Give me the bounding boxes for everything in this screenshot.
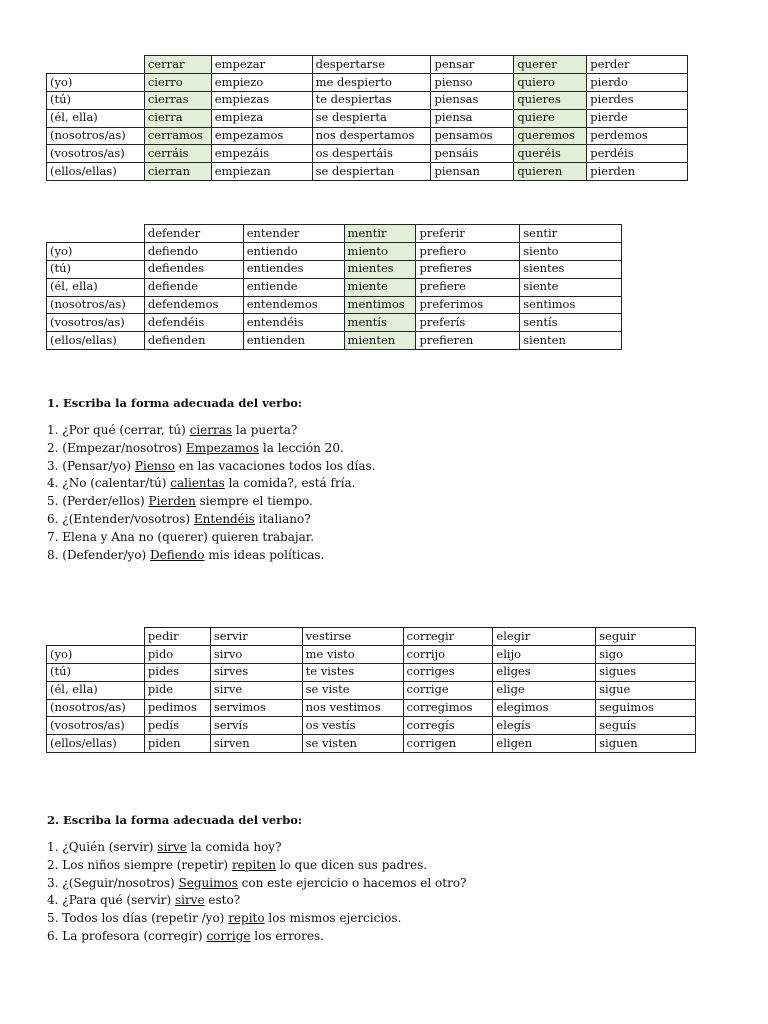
- item-prompt: 1. ¿Quién (servir): [47, 840, 158, 854]
- conjugation-cell: entiendo: [243, 242, 344, 260]
- item-answer: repiten: [231, 857, 276, 872]
- conjugation-cell: sigo: [596, 645, 696, 663]
- pronoun-label: (yo): [47, 645, 145, 663]
- exercise-item: [47, 875, 467, 893]
- item-answer: Pierden: [148, 494, 196, 509]
- conjugation-cell: quiere: [514, 109, 587, 127]
- conjugation-row: [47, 332, 622, 350]
- verb-header: seguir: [596, 628, 696, 646]
- exercise-item: [47, 493, 375, 511]
- conjugation-cell: se despierta: [312, 109, 431, 127]
- conjugation-cell: sientes: [520, 260, 622, 278]
- conjugation-cell: corrijo: [403, 645, 493, 663]
- conjugation-cell: elegís: [493, 717, 596, 735]
- pronoun-label: (él, ella): [47, 681, 145, 699]
- conjugation-cell: sentís: [520, 314, 622, 332]
- conjugation-cell: sentimos: [520, 296, 622, 314]
- item-rest: los errores.: [250, 928, 324, 943]
- conjugation-cell: piensas: [431, 91, 514, 109]
- conjugation-cell: siguen: [596, 735, 696, 753]
- conjugation-cell: eligen: [493, 735, 596, 753]
- verb-header: pedir: [144, 628, 210, 646]
- conjugation-cell: se viste: [302, 681, 403, 699]
- verb-header: pensar: [431, 56, 514, 74]
- conjugation-cell: cierra: [144, 109, 211, 127]
- item-rest: los mismos ejercicios.: [264, 911, 402, 926]
- conjugation-cell: se despiertan: [312, 163, 431, 181]
- conjugation-table-1: [46, 55, 688, 181]
- conjugation-cell: me visto: [302, 645, 403, 663]
- item-rest: la lección 20.: [259, 440, 344, 455]
- conjugation-cell: cierran: [144, 163, 211, 181]
- verb-header: vestirse: [302, 628, 403, 646]
- pronoun-label: (yo): [47, 73, 145, 91]
- conjugation-cell: perdemos: [587, 127, 688, 145]
- conjugation-cell: pides: [144, 663, 210, 681]
- exercise-item: [47, 511, 375, 529]
- item-rest: lo que dicen sus padres.: [275, 857, 428, 872]
- verb-header: corregir: [403, 628, 493, 646]
- conjugation-cell: piensa: [431, 109, 514, 127]
- conjugation-cell: corriges: [403, 663, 493, 681]
- verb-header: preferir: [416, 225, 520, 243]
- conjugation-row: [47, 109, 688, 127]
- conjugation-row: [47, 91, 688, 109]
- conjugation-cell: defendemos: [144, 296, 243, 314]
- exercise-2: [47, 813, 467, 946]
- conjugation-cell: pide: [144, 681, 210, 699]
- conjugation-cell: perdéis: [587, 145, 688, 163]
- verb-header: cerrar: [144, 56, 211, 74]
- conjugation-cell: pierde: [587, 109, 688, 127]
- conjugation-cell: cerráis: [144, 145, 211, 163]
- item-rest: la puerta?: [232, 423, 298, 437]
- conjugation-cell: empiezan: [211, 163, 312, 181]
- conjugation-row: [47, 260, 622, 278]
- conjugation-cell: sienten: [520, 332, 622, 350]
- conjugation-cell: pierden: [587, 163, 688, 181]
- pronoun-label: (tú): [47, 91, 145, 109]
- conjugation-cell: defiende: [144, 278, 243, 296]
- item-rest: italiano?: [254, 511, 311, 526]
- exercise-item: [47, 839, 467, 857]
- corner-cell: [47, 56, 145, 74]
- conjugation-cell: corrige: [403, 681, 493, 699]
- conjugation-cell: preferís: [416, 314, 520, 332]
- conjugation-cell: sirves: [210, 663, 302, 681]
- exercise-item: [47, 458, 375, 476]
- conjugation-cell: siente: [520, 278, 622, 296]
- corner-cell: [47, 225, 145, 243]
- item-prompt: 4. ¿Para qué (servir): [47, 893, 175, 908]
- conjugation-cell: corregís: [403, 717, 493, 735]
- exercise-1: [47, 396, 375, 564]
- conjugation-cell: empiezas: [211, 91, 312, 109]
- conjugation-cell: mienten: [344, 332, 416, 350]
- conjugation-cell: pierdes: [587, 91, 688, 109]
- item-answer: sirve: [157, 840, 187, 854]
- verb-header: defender: [144, 225, 243, 243]
- conjugation-cell: servimos: [210, 699, 302, 717]
- item-answer: sirve: [174, 893, 205, 908]
- item-rest: en las vacaciones todos los días.: [175, 458, 376, 473]
- conjugation-row: [47, 645, 696, 663]
- conjugation-cell: sirve: [210, 681, 302, 699]
- item-answer: repito: [228, 911, 265, 926]
- pronoun-label: (él, ella): [47, 278, 145, 296]
- item-rest: la comida?, está fría.: [224, 476, 356, 491]
- header-row: [47, 628, 696, 646]
- conjugation-cell: pedimos: [144, 699, 210, 717]
- conjugation-row: [47, 681, 696, 699]
- verb-header: perder: [587, 56, 688, 74]
- exercise-item: [47, 529, 375, 547]
- item-prompt: 2. Los niños siempre (repetir): [47, 857, 232, 872]
- conjugation-row: [47, 296, 622, 314]
- item-rest: mis ideas políticas.: [204, 547, 325, 562]
- item-prompt: 2. (Empezar/nosotros): [47, 440, 186, 455]
- header-row: [47, 56, 688, 74]
- item-prompt: 5. (Perder/ellos): [47, 494, 149, 509]
- conjugation-cell: pierdo: [587, 73, 688, 91]
- exercise-2-list: [47, 839, 467, 946]
- conjugation-cell: cierro: [144, 73, 211, 91]
- conjugation-cell: elegimos: [493, 699, 596, 717]
- conjugation-table-3: [46, 627, 696, 753]
- item-answer: calientas: [170, 476, 225, 491]
- conjugation-cell: piden: [144, 735, 210, 753]
- conjugation-cell: te despiertas: [312, 91, 431, 109]
- conjugation-cell: queremos: [514, 127, 587, 145]
- conjugation-cell: piensan: [431, 163, 514, 181]
- pronoun-label: (nosotros/as): [47, 296, 145, 314]
- conjugation-cell: entendéis: [243, 314, 344, 332]
- pronoun-label: (vosotros/as): [47, 314, 145, 332]
- verb-header: despertarse: [312, 56, 431, 74]
- conjugation-cell: sigues: [596, 663, 696, 681]
- conjugation-cell: se visten: [302, 735, 403, 753]
- pronoun-label: (ellos/ellas): [47, 735, 145, 753]
- conjugation-cell: sirvo: [210, 645, 302, 663]
- item-rest: con este ejercicio o hacemos el otro?: [237, 875, 467, 890]
- conjugation-cell: cerramos: [144, 127, 211, 145]
- item-prompt: 3. (Pensar/yo): [47, 458, 135, 473]
- conjugation-cell: empezamos: [211, 127, 312, 145]
- exercise-item: [47, 892, 467, 910]
- conjugation-row: [47, 735, 696, 753]
- corner-cell: [47, 628, 145, 646]
- exercise-item: [47, 910, 467, 928]
- exercise-item: [47, 547, 375, 565]
- conjugation-cell: quieres: [514, 91, 587, 109]
- conjugation-cell: prefieres: [416, 260, 520, 278]
- item-prompt: 6. ¿(Entender/vosotros): [47, 511, 194, 526]
- pronoun-label: (vosotros/as): [47, 145, 145, 163]
- conjugation-cell: entiende: [243, 278, 344, 296]
- conjugation-cell: corrigen: [403, 735, 493, 753]
- verb-header: sentir: [520, 225, 622, 243]
- exercise-item: [47, 422, 375, 440]
- exercise-item: [47, 440, 375, 458]
- item-answer: cierras: [189, 423, 233, 437]
- item-answer: Seguimos: [178, 875, 238, 890]
- pronoun-label: (vosotros/as): [47, 717, 145, 735]
- conjugation-cell: prefiere: [416, 278, 520, 296]
- conjugation-cell: defienden: [144, 332, 243, 350]
- conjugation-row: [47, 73, 688, 91]
- conjugation-cell: defendéis: [144, 314, 243, 332]
- conjugation-cell: pedís: [144, 717, 210, 735]
- exercise-item: [47, 475, 375, 493]
- conjugation-cell: empieza: [211, 109, 312, 127]
- item-answer: corrige: [206, 928, 251, 943]
- conjugation-cell: nos vestimos: [302, 699, 403, 717]
- conjugation-cell: quieren: [514, 163, 587, 181]
- conjugation-row: [47, 242, 622, 260]
- conjugation-cell: eliges: [493, 663, 596, 681]
- exercise-item: [47, 857, 467, 875]
- pronoun-label: (tú): [47, 260, 145, 278]
- conjugation-row: [47, 145, 688, 163]
- exercise-1-title: 1. Escriba la forma adecuada del verbo:: [47, 396, 303, 410]
- item-prompt: 1. ¿Por qué (cerrar, tú): [47, 423, 190, 437]
- verb-header: mentir: [344, 225, 416, 243]
- conjugation-cell: defiendo: [144, 242, 243, 260]
- conjugation-cell: empezáis: [211, 145, 312, 163]
- header-row: [47, 225, 622, 243]
- conjugation-cell: miento: [344, 242, 416, 260]
- pronoun-label: (tú): [47, 663, 145, 681]
- conjugation-cell: defiendes: [144, 260, 243, 278]
- conjugation-cell: prefiero: [416, 242, 520, 260]
- conjugation-cell: pido: [144, 645, 210, 663]
- pronoun-label: (ellos/ellas): [47, 163, 145, 181]
- exercise-2-title: 2. Escriba la forma adecuada del verbo:: [47, 813, 303, 827]
- item-rest: siempre el tiempo.: [195, 494, 313, 509]
- conjugation-cell: elijo: [493, 645, 596, 663]
- item-prompt: 5. Todos los días (repetir /yo): [47, 911, 229, 926]
- conjugation-cell: queréis: [514, 145, 587, 163]
- conjugation-cell: miente: [344, 278, 416, 296]
- conjugation-row: [47, 663, 696, 681]
- conjugation-cell: servís: [210, 717, 302, 735]
- item-answer: Pienso: [134, 458, 176, 473]
- item-answer: Defiendo: [150, 547, 205, 562]
- conjugation-cell: sigue: [596, 681, 696, 699]
- item-prompt: 8. (Defender/yo): [47, 547, 151, 562]
- verb-header: servir: [210, 628, 302, 646]
- item-answer: Empezamos: [185, 440, 260, 455]
- item-rest: esto?: [204, 893, 241, 908]
- exercise-item: [47, 928, 467, 946]
- pronoun-label: (nosotros/as): [47, 699, 145, 717]
- conjugation-cell: nos despertamos: [312, 127, 431, 145]
- conjugation-cell: cierras: [144, 91, 211, 109]
- verb-header: elegir: [493, 628, 596, 646]
- item-prompt: 3. ¿(Seguir/nosotros): [47, 875, 179, 890]
- item-rest: la comida hoy?: [186, 840, 282, 854]
- pronoun-label: (nosotros/as): [47, 127, 145, 145]
- conjugation-cell: corregimos: [403, 699, 493, 717]
- conjugation-cell: mientes: [344, 260, 416, 278]
- conjugation-row: [47, 163, 688, 181]
- conjugation-cell: quiero: [514, 73, 587, 91]
- conjugation-cell: entienden: [243, 332, 344, 350]
- conjugation-cell: sirven: [210, 735, 302, 753]
- conjugation-row: [47, 278, 622, 296]
- conjugation-cell: mentís: [344, 314, 416, 332]
- conjugation-cell: entendemos: [243, 296, 344, 314]
- pronoun-label: (él, ella): [47, 109, 145, 127]
- exercise-1-list: [47, 422, 375, 564]
- pronoun-label: (ellos/ellas): [47, 332, 145, 350]
- conjugation-cell: empiezo: [211, 73, 312, 91]
- conjugation-cell: preferimos: [416, 296, 520, 314]
- conjugation-cell: mentimos: [344, 296, 416, 314]
- conjugation-cell: pienso: [431, 73, 514, 91]
- conjugation-cell: elige: [493, 681, 596, 699]
- conjugation-row: [47, 699, 696, 717]
- conjugation-cell: os vestís: [302, 717, 403, 735]
- item-prompt: 4. ¿No (calentar/tú): [47, 476, 171, 491]
- conjugation-cell: seguís: [596, 717, 696, 735]
- verb-header: empezar: [211, 56, 312, 74]
- conjugation-cell: entiendes: [243, 260, 344, 278]
- conjugation-cell: pensamos: [431, 127, 514, 145]
- verb-header: entender: [243, 225, 344, 243]
- item-prompt: 7. Elena y Ana no (querer) quieren trabajar.: [47, 529, 315, 544]
- conjugation-cell: te vistes: [302, 663, 403, 681]
- conjugation-cell: os despertáis: [312, 145, 431, 163]
- conjugation-cell: siento: [520, 242, 622, 260]
- conjugation-row: [47, 314, 622, 332]
- pronoun-label: (yo): [47, 242, 145, 260]
- conjugation-cell: me despierto: [312, 73, 431, 91]
- conjugation-cell: prefieren: [416, 332, 520, 350]
- item-prompt: 6. La profesora (corregir): [47, 928, 207, 943]
- conjugation-row: [47, 127, 688, 145]
- conjugation-table-2: [46, 224, 622, 350]
- conjugation-cell: seguimos: [596, 699, 696, 717]
- conjugation-row: [47, 717, 696, 735]
- conjugation-cell: pensáis: [431, 145, 514, 163]
- verb-header: querer: [514, 56, 587, 74]
- item-answer: Entendéis: [193, 511, 255, 526]
